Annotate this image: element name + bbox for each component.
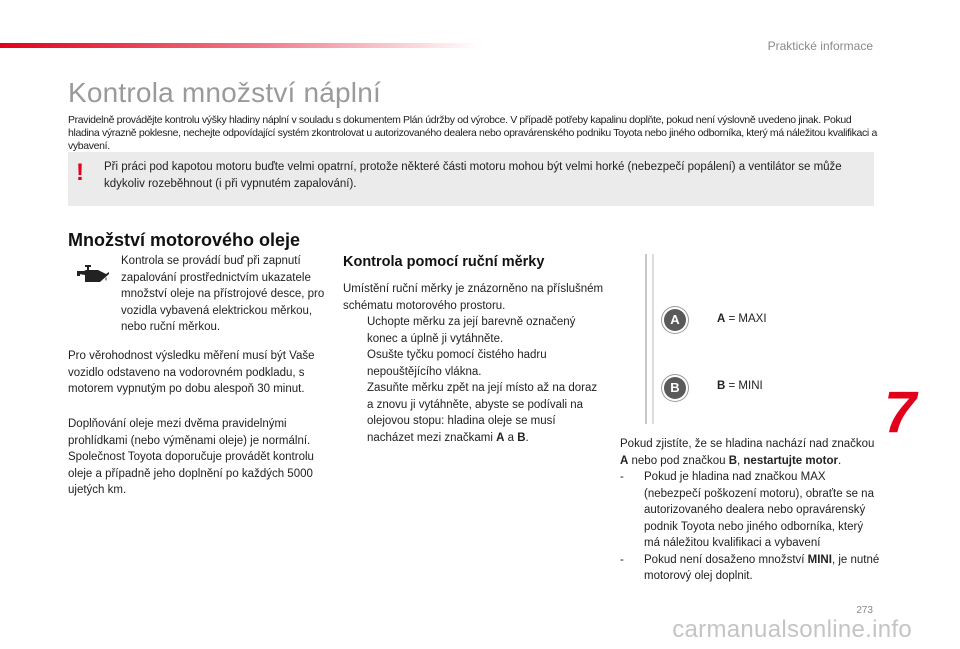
dipstick-intro: Umístění ruční měrky je znázorněno na příslušném schématu motorového prostoru. <box>343 283 604 312</box>
dipstick-heading: Kontrola pomocí ruční měrky <box>343 254 545 270</box>
warning-text: Při práci pod kapotou motoru buďte velmi opatrní, protože některé části motoru mohou být velmi horké (nebezpečí popálení) a ventilátor se může kdykoliv rozeběhnout (i při vypnutém zapalování). <box>104 161 842 190</box>
dipstick-section <box>343 281 605 446</box>
oil-can-icon <box>76 263 110 287</box>
dipstick-illustration <box>645 254 647 424</box>
result-paragraph: Pokud zjistíte, že se hladina nachází nad značkou A nebo pod značkou B, nestartujte motor. <box>620 438 875 467</box>
page-title: Kontrola množství náplní <box>68 77 381 108</box>
result-list <box>620 469 880 585</box>
list-item: Zasuňte měrku zpět na její místo až na doraz a znovu ji vytáhněte, abyste se podívali na olejovou stopu: hladina oleje se musí nacházet mezi značkami A a B. <box>367 382 598 444</box>
oil-paragraph-1: Kontrola se provádí buď při zapnutí zapalování prostřednictvím ukazatele množství oleje na přístrojové desce, pro vozidla vybavená elektrickou měrkou, nebo ruční měrkou. <box>121 255 325 333</box>
intro-paragraph: Pravidelně provádějte kontrolu výšky hladiny náplní v souladu s dokumentem Plán údržby od výrobce. V případě potřeby kapalinu doplňte, pokud není výslovně uvedeno jinak. Pokud hladina výrazně poklesne, nechejte odpovídající systém zkontrolovat u autorizovaného dealera nebo opravárenského podniku Toyota nebo jiného odborníka, který má náležitou kvalifikaci a vybavení. <box>68 114 877 152</box>
page-number: 273 <box>856 605 873 616</box>
marker-b-badge: B <box>664 377 686 399</box>
list-item: - Pokud je hladina nad značkou MAX (nebezpečí poškození motoru), obraťte se na autorizovaného dealera nebo opravárenský podnik Toyota nebo jiného odborníka, který má náležitou kvalifikaci a vybavení <box>620 471 874 549</box>
watermark: carmanualsonline.info <box>672 616 912 643</box>
marker-a-label: A = MAXI <box>717 313 767 325</box>
list-item: Uchopte měrku za její barevně označený konec a úplně ji vytáhněte. <box>367 316 576 345</box>
dipstick-steps <box>343 314 605 446</box>
marker-a-badge: A <box>664 309 686 331</box>
list-item: - Pokud není dosaženo množství MINI, je nutné motorový olej doplnit. <box>620 553 880 582</box>
list-item: Osušte tyčku pomocí čistého hadru nepouštějícího vlákna. <box>367 349 547 378</box>
oil-paragraph-2: Pro věrohodnost výsledku měření musí být Vaše vozidlo odstaveno na vodorovném podkladu, s motorem vypnutým po dobu alespoň 30 minut. <box>68 350 315 395</box>
dipstick-illustration-edge <box>652 254 654 424</box>
result-section <box>620 436 880 585</box>
oil-paragraph-3: Doplňování oleje mezi dvěma pravidelnými prohlídkami (nebo výměnami oleje) je normální. Společnost Toyota doporučuje provádět kontrolu oleje a případně jeho doplnění po každých 5000 ujetých km. <box>68 418 314 496</box>
section-label: Praktické informace <box>767 39 873 53</box>
chapter-number: 7 <box>884 380 917 445</box>
header-accent-bar <box>0 43 480 48</box>
warning-icon: ! <box>76 159 84 186</box>
oil-heading: Množství motorového oleje <box>68 230 301 250</box>
marker-b-label: B = MINI <box>717 380 763 392</box>
